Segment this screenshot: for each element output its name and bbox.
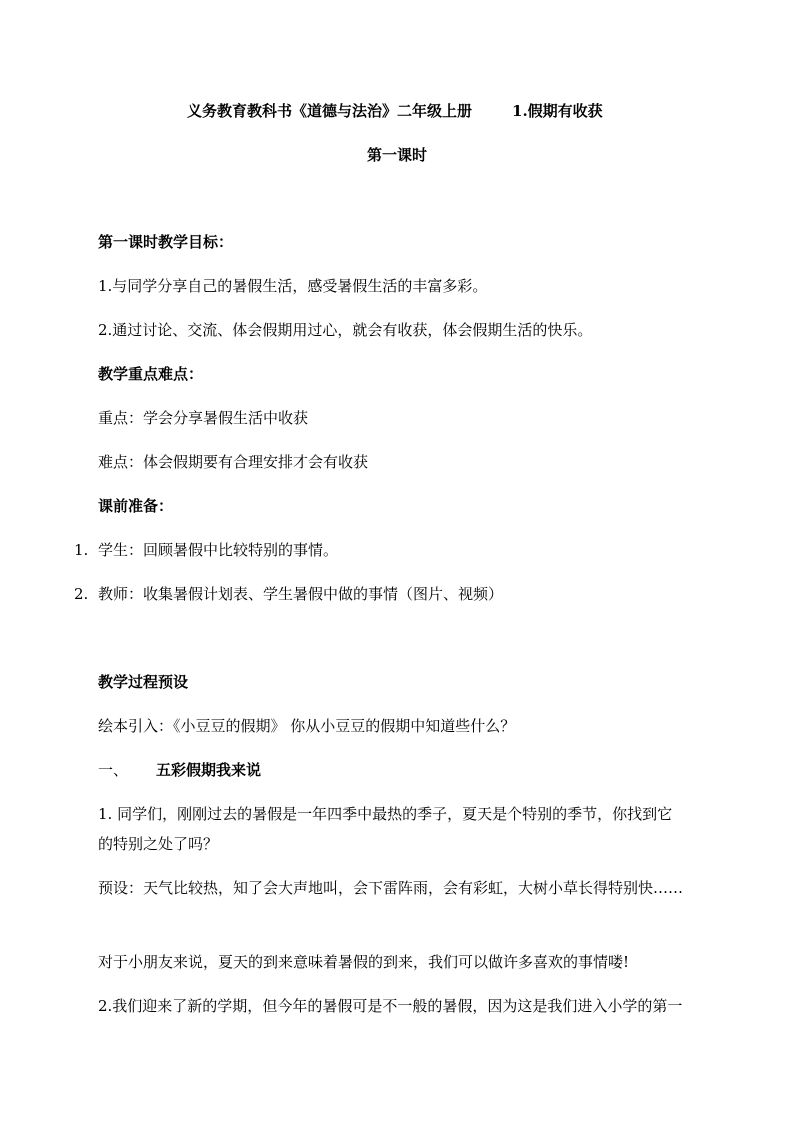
section-1-title: 五彩假期我来说 xyxy=(156,761,262,779)
paragraph-1-line-2: 的特别之处了吗？ xyxy=(98,835,219,853)
paragraph-1-line-1: 1. 同学们，刚刚过去的暑假是一年四季中最热的季子，夏天是个特别的季节，你找到它 xyxy=(98,805,673,823)
paragraph-3: 对于小朋友来说，夏天的到来意味着暑假的到来，我们可以做许多喜欢的事情喽! xyxy=(98,953,630,971)
goal-item-2: 2.通过讨论、交流、体会假期用过心，就会有收获，体会假期生活的快乐。 xyxy=(98,321,593,339)
paragraph-2: 预设：天气比较热，知了会大声地叫，会下雷阵雨，会有彩虹，大树小草长得特别快…… xyxy=(98,879,684,897)
preparation-heading: 课前准备： xyxy=(98,497,174,515)
paragraph-4: 2.我们迎来了新的学期，但今年的暑假可是不一般的暑假，因为这是我们进入小学的第一 xyxy=(98,997,683,1015)
unit-title: 1.假期有收获 xyxy=(512,102,603,120)
prep-item-2: 教师：收集暑假计划表、学生暑假中做的事情（图片、视频） xyxy=(98,585,504,603)
prep-item-1: 学生：回顾暑假中比较特别的事情。 xyxy=(98,541,339,559)
focus-text: 重点：学会分享暑假生活中收获 xyxy=(98,409,309,427)
document-title xyxy=(187,100,603,121)
section-1-number: 一、 xyxy=(98,761,129,779)
process-heading: 教学过程预设 xyxy=(98,673,189,691)
difficulty-text: 难点：体会假期要有合理安排才会有收获 xyxy=(98,453,369,471)
key-points-heading: 教学重点难点： xyxy=(98,365,204,383)
goals-heading: 第一课时教学目标： xyxy=(98,233,234,251)
process-intro: 绘本引入：《小豆豆的假期》 你从小豆豆的假期中知道些什么？ xyxy=(98,717,516,735)
lesson-title: 第一课时 xyxy=(366,146,427,164)
prep-item-2-num: 2. xyxy=(74,585,89,603)
prep-item-1-num: 1. xyxy=(74,541,89,559)
goal-item-1: 1.与同学分享自己的暑假生活，感受暑假生活的丰富多彩。 xyxy=(98,277,488,295)
book-title: 义务教育教科书《道德与法治》二年级上册 xyxy=(187,102,473,120)
